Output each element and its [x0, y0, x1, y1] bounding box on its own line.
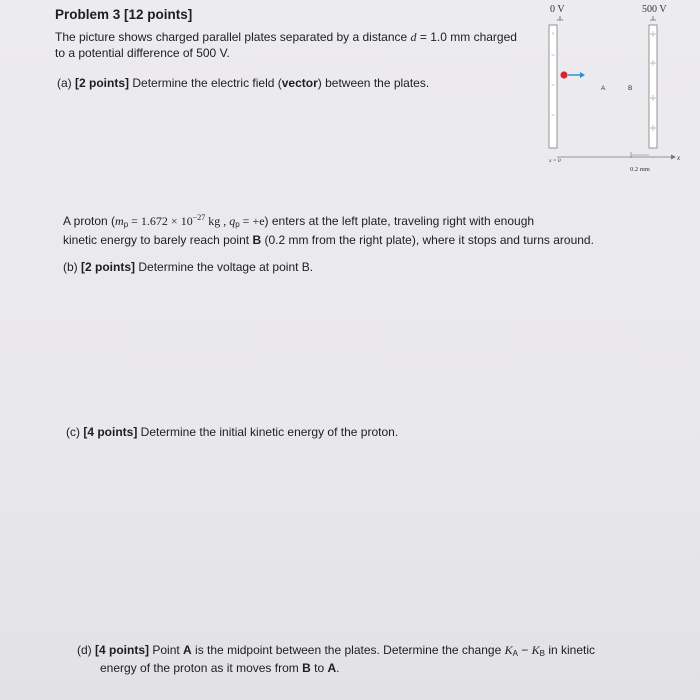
point-a-label: A: [601, 85, 606, 92]
right-plate: [649, 25, 657, 148]
part-a: (a) [2 points] Determine the electric field (vector) between the plates.: [57, 76, 430, 90]
proton-description-line-2: kinetic energy to barely reach point B (0.2 mm from the right plate), where it stops and turns around.: [63, 233, 594, 247]
left-plate: [549, 25, 557, 148]
part-c: (c) [4 points] Determine the initial kinetic energy of the proton.: [66, 425, 399, 439]
x-origin-label: x = 0: [549, 158, 561, 164]
part-b: (b) [2 points] Determine the voltage at point B.: [63, 260, 314, 274]
parallel-plates-diagram: [520, 0, 700, 185]
part-d-line-2: energy of the proton as it moves from B to A.: [100, 661, 340, 675]
point-b-label: B: [628, 85, 633, 92]
proton-dot: [560, 71, 567, 78]
x-axis-label: x: [677, 154, 681, 162]
intro-line-2: to a potential difference of 500 V.: [55, 46, 230, 60]
part-d-line-1: (d) [4 points] Point A is the midpoint between the plates. Determine the change $K_A - K_B$ in kinetic: [77, 643, 596, 658]
problem-title: Problem 3 [12 points]: [55, 7, 193, 22]
right-voltage-label: 500 V: [642, 4, 667, 15]
left-voltage-label: 0 V: [550, 4, 565, 15]
proton-description-line-1: A proton ($m_p = 1.672 \times 10^{-27}$ kg , $q_p = +e$) enters at the left plate, traveling right with enough: [63, 213, 535, 229]
gap-label: 0.2 mm: [630, 166, 650, 173]
intro-line-1: The picture shows charged parallel plates separated by a distance d = 1.0 mm charged: [55, 30, 517, 44]
